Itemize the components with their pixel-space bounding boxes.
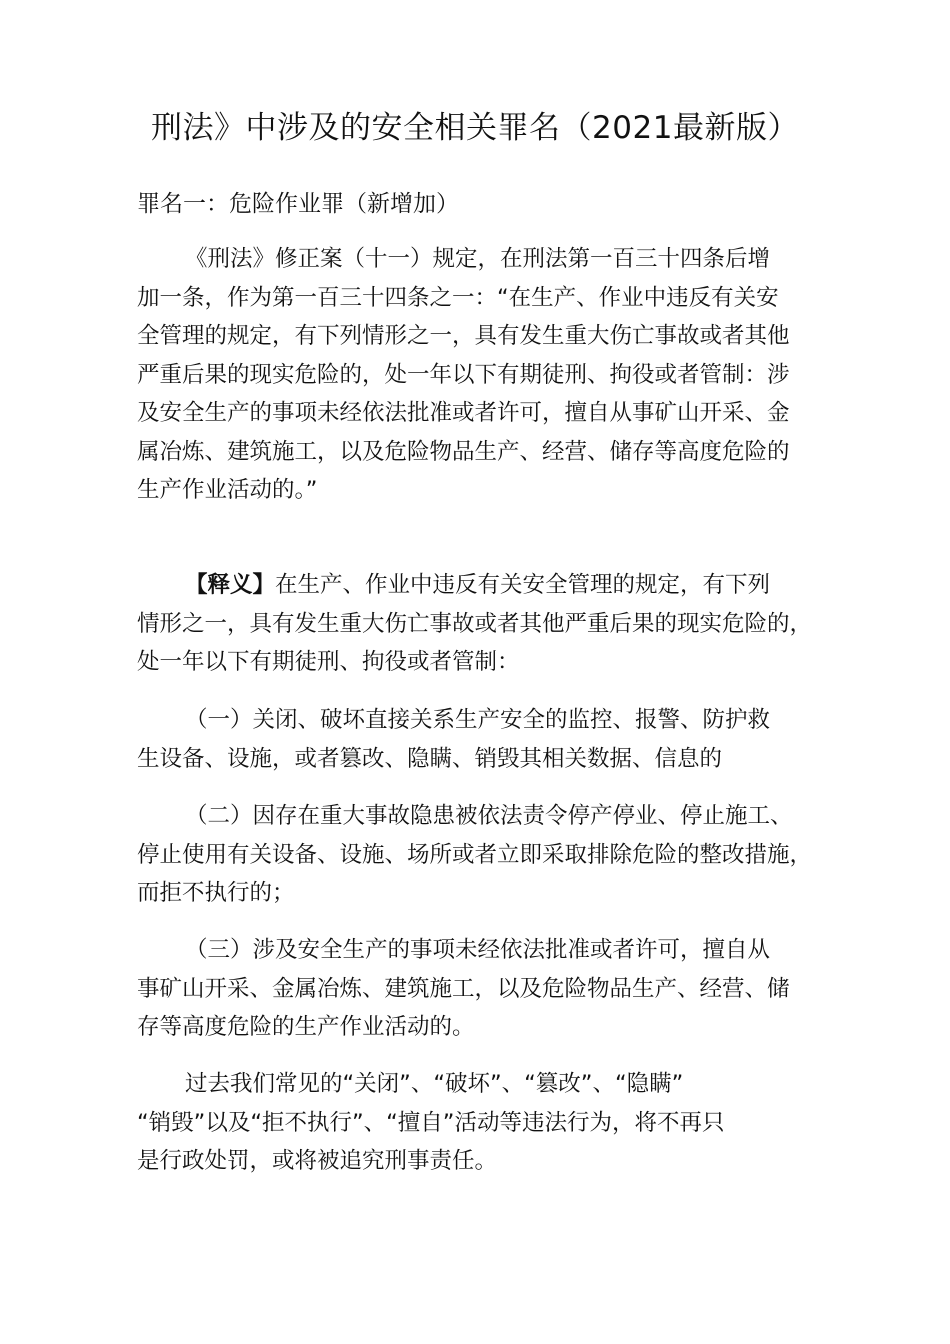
- section-heading: 罪名一：危险作业罪（新增加）: [137, 191, 459, 217]
- paragraph-line: 属冶炼、建筑施工，以及危险物品生产、经营、储存等高度危险的: [137, 438, 790, 465]
- paragraph-line: 生产作业活动的。”: [137, 477, 318, 503]
- paragraph-line: 生设备、设施，或者篡改、隐瞒、销毁其相关数据、信息的: [137, 745, 723, 772]
- paragraph-line: 而拒不执行的；: [137, 880, 295, 906]
- paragraph-line: 停止使用有关设备、设施、场所或者立即采取排除危险的整改措施，: [137, 841, 813, 868]
- paragraph-line: [137, 566, 827, 605]
- paragraph-line: 情形之一，具有发生重大伤亡事故或者其他严重后果的现实危险的，: [137, 610, 813, 637]
- paragraph-line: 及安全生产的事项未经依法批准或者许可，擅自从事矿山开采、金: [137, 400, 790, 426]
- paragraph-line: 存等高度危险的生产作业活动的。: [137, 1014, 475, 1040]
- paragraph-summary: [137, 1065, 827, 1181]
- paragraph-item-1: [137, 701, 827, 778]
- paragraph-line: “销毁”以及“拒不执行”、“擅自”活动等违法行为，将不再只: [137, 1109, 725, 1136]
- paragraph-line: （一）关闭、破坏直接关系生产安全的监控、报警、防护救: [185, 707, 771, 733]
- paragraph-line: 加一条，作为第一百三十四条之一：“在生产、作业中违反有关安: [137, 284, 779, 311]
- interpretation-label: 【释义】: [185, 572, 276, 598]
- paragraph-interpretation: [137, 566, 827, 682]
- paragraph-line: 过去我们常见的“关闭”、“破坏”、“篡改”、“隐瞒”: [185, 1071, 684, 1097]
- paragraph-line: 处一年以下有期徒刑、拘役或者管制：: [137, 649, 520, 675]
- paragraph-line: （三）涉及安全生产的事项未经依法批准或者许可，擅自从: [185, 937, 771, 963]
- paragraph-line: （二）因存在重大事故隐患被依法责令停产停业、停止施工、: [185, 803, 793, 829]
- paragraph-item-3: [137, 931, 827, 1047]
- paragraph-line: 严重后果的现实危险的，处一年以下有期徒刑、拘役或者管制：涉: [137, 361, 790, 388]
- paragraph-line: 事矿山开采、金属冶炼、建筑施工，以及危险物品生产、经营、储: [137, 975, 790, 1002]
- paragraph-amendment: [137, 240, 827, 510]
- paragraph-item-2: [137, 797, 827, 913]
- paragraph-line: 《刑法》修正案（十一）规定，在刑法第一百三十四条后增: [185, 246, 771, 272]
- paragraph-line: 是行政处罚，或将被追究刑事责任。: [137, 1148, 498, 1174]
- interpretation-text: 在生产、作业中违反有关安全管理的规定，有下列: [275, 572, 771, 598]
- document-title: 刑法》中涉及的安全相关罪名（2021最新版）: [151, 110, 799, 146]
- paragraph-line: 全管理的规定，有下列情形之一，具有发生重大伤亡事故或者其他: [137, 323, 790, 349]
